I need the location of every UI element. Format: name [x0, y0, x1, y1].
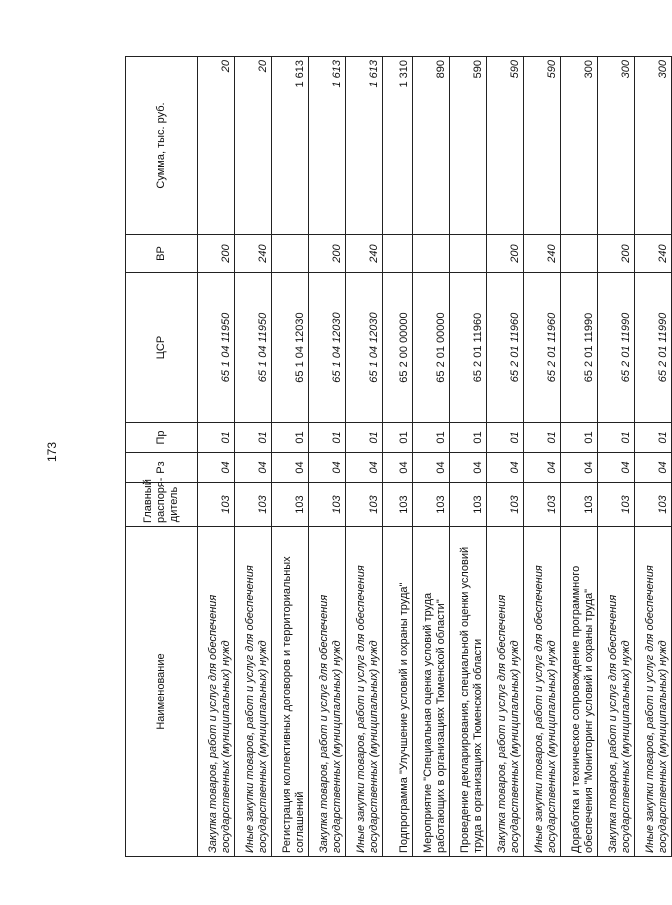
cell-rz: 04: [450, 453, 487, 483]
cell-sum: 1 613: [346, 57, 383, 235]
header-vr: ВР: [126, 235, 198, 273]
cell-grbs: 103: [413, 483, 450, 527]
table-row: [272, 57, 309, 857]
cell-name: Регистрация коллективных договоров и территориальных соглашений: [272, 527, 309, 857]
cell-pr: 01: [635, 423, 672, 453]
budget-table: [125, 56, 672, 857]
cell-csr: 65 2 01 11960: [524, 273, 561, 423]
cell-pr: 01: [198, 423, 235, 453]
cell-csr: 65 2 00 00000: [383, 273, 413, 423]
cell-sum: 20: [198, 57, 235, 235]
header-pr: Пр: [126, 423, 198, 453]
header-csr: ЦСР: [126, 273, 198, 423]
table-row: [524, 57, 561, 857]
cell-grbs: 103: [450, 483, 487, 527]
cell-name: Закупка товаров, работ и услуг для обеспечения государственных (муниципальных) нужд: [198, 527, 235, 857]
cell-pr: 01: [309, 423, 346, 453]
table-row: [235, 57, 272, 857]
cell-rz: 04: [487, 453, 524, 483]
cell-grbs: 103: [635, 483, 672, 527]
cell-sum: 590: [524, 57, 561, 235]
cell-grbs: 103: [561, 483, 598, 527]
cell-sum: 300: [635, 57, 672, 235]
cell-vr: [450, 235, 487, 273]
table-row: [487, 57, 524, 857]
cell-csr: 65 2 01 00000: [413, 273, 450, 423]
cell-pr: 01: [383, 423, 413, 453]
cell-name: Закупка товаров, работ и услуг для обеспечения государственных (муниципальных) нужд: [598, 527, 635, 857]
cell-grbs: 103: [198, 483, 235, 527]
cell-sum: 300: [598, 57, 635, 235]
cell-vr: 200: [598, 235, 635, 273]
table-row: [413, 57, 450, 857]
cell-grbs: 103: [235, 483, 272, 527]
cell-name: Иные закупки товаров, работ и услуг для обеспечения государственных (муниципальных) нужд: [235, 527, 272, 857]
cell-rz: 04: [198, 453, 235, 483]
cell-pr: 01: [524, 423, 561, 453]
cell-sum: 1 613: [272, 57, 309, 235]
cell-pr: 01: [598, 423, 635, 453]
cell-rz: 04: [413, 453, 450, 483]
cell-rz: 04: [598, 453, 635, 483]
cell-pr: 01: [272, 423, 309, 453]
table-row: [450, 57, 487, 857]
cell-pr: 01: [235, 423, 272, 453]
cell-name: Иные закупки товаров, работ и услуг для обеспечения государственных (муниципальных) нужд: [524, 527, 561, 857]
cell-pr: 01: [346, 423, 383, 453]
cell-sum: 1 613: [309, 57, 346, 235]
cell-vr: 240: [235, 235, 272, 273]
cell-sum: 890: [413, 57, 450, 235]
cell-vr: 240: [524, 235, 561, 273]
cell-rz: 04: [346, 453, 383, 483]
header-name: Наименование: [126, 527, 198, 857]
header-grbs: Главный распоря-дитель: [126, 483, 198, 527]
table-row: [561, 57, 598, 857]
cell-name: Закупка товаров, работ и услуг для обеспечения государственных (муниципальных) нужд: [309, 527, 346, 857]
cell-csr: 65 1 04 11950: [198, 273, 235, 423]
table-body: [198, 57, 672, 857]
table-row: [598, 57, 635, 857]
cell-pr: 01: [413, 423, 450, 453]
cell-name: Иные закупки товаров, работ и услуг для обеспечения государственных (муниципальных) нужд: [635, 527, 672, 857]
table-row: [346, 57, 383, 857]
cell-name: Закупка товаров, работ и услуг для обеспечения государственных (муниципальных) нужд: [487, 527, 524, 857]
cell-grbs: 103: [309, 483, 346, 527]
cell-sum: 590: [450, 57, 487, 235]
cell-grbs: 103: [524, 483, 561, 527]
table-row: [309, 57, 346, 857]
cell-pr: 01: [487, 423, 524, 453]
cell-csr: 65 2 01 11960: [450, 273, 487, 423]
cell-rz: 04: [383, 453, 413, 483]
cell-name: Иные закупки товаров, работ и услуг для обеспечения государственных (муниципальных) нужд: [346, 527, 383, 857]
cell-grbs: 103: [346, 483, 383, 527]
rotated-page-content: [125, 57, 670, 857]
cell-sum: 590: [487, 57, 524, 235]
cell-csr: 65 1 04 12030: [272, 273, 309, 423]
cell-vr: 240: [635, 235, 672, 273]
cell-rz: 04: [309, 453, 346, 483]
header-rz: Рз: [126, 453, 198, 483]
cell-rz: 04: [635, 453, 672, 483]
cell-vr: 240: [346, 235, 383, 273]
cell-vr: [272, 235, 309, 273]
cell-grbs: 103: [272, 483, 309, 527]
cell-grbs: 103: [383, 483, 413, 527]
cell-vr: [413, 235, 450, 273]
cell-rz: 04: [561, 453, 598, 483]
cell-rz: 04: [272, 453, 309, 483]
cell-name: Проведение декларирования, специальной оценки условий труда в организациях Тюменской области: [450, 527, 487, 857]
cell-vr: 200: [309, 235, 346, 273]
table-row: [635, 57, 672, 857]
cell-sum: 20: [235, 57, 272, 235]
table-row: [383, 57, 413, 857]
cell-csr: 65 2 01 11990: [635, 273, 672, 423]
cell-csr: 65 1 04 11950: [235, 273, 272, 423]
cell-sum: 1 310: [383, 57, 413, 235]
table-header-row: [126, 57, 198, 857]
cell-rz: 04: [524, 453, 561, 483]
cell-rz: 04: [235, 453, 272, 483]
cell-csr: 65 1 04 12030: [309, 273, 346, 423]
cell-grbs: 103: [598, 483, 635, 527]
cell-csr: 65 2 01 11990: [598, 273, 635, 423]
page-number: 173: [45, 441, 59, 463]
cell-pr: 01: [450, 423, 487, 453]
cell-grbs: 103: [487, 483, 524, 527]
cell-pr: 01: [561, 423, 598, 453]
cell-csr: 65 2 01 11960: [487, 273, 524, 423]
cell-name: Доработка и техническое сопровождение программного обеспечения "Мониторинг условий и охраны труда": [561, 527, 598, 857]
cell-name: Подпрограмма "Улучшение условий и охраны труда": [383, 527, 413, 857]
cell-csr: 65 2 01 11990: [561, 273, 598, 423]
cell-vr: [561, 235, 598, 273]
cell-vr: 200: [487, 235, 524, 273]
cell-sum: 300: [561, 57, 598, 235]
cell-vr: 200: [198, 235, 235, 273]
table-row: [198, 57, 235, 857]
header-sum: Сумма, тыс. руб.: [126, 57, 198, 235]
cell-csr: 65 1 04 12030: [346, 273, 383, 423]
cell-vr: [383, 235, 413, 273]
cell-name: Мероприятие "Специальная оценка условий труда работающих в организациях Тюменской области": [413, 527, 450, 857]
